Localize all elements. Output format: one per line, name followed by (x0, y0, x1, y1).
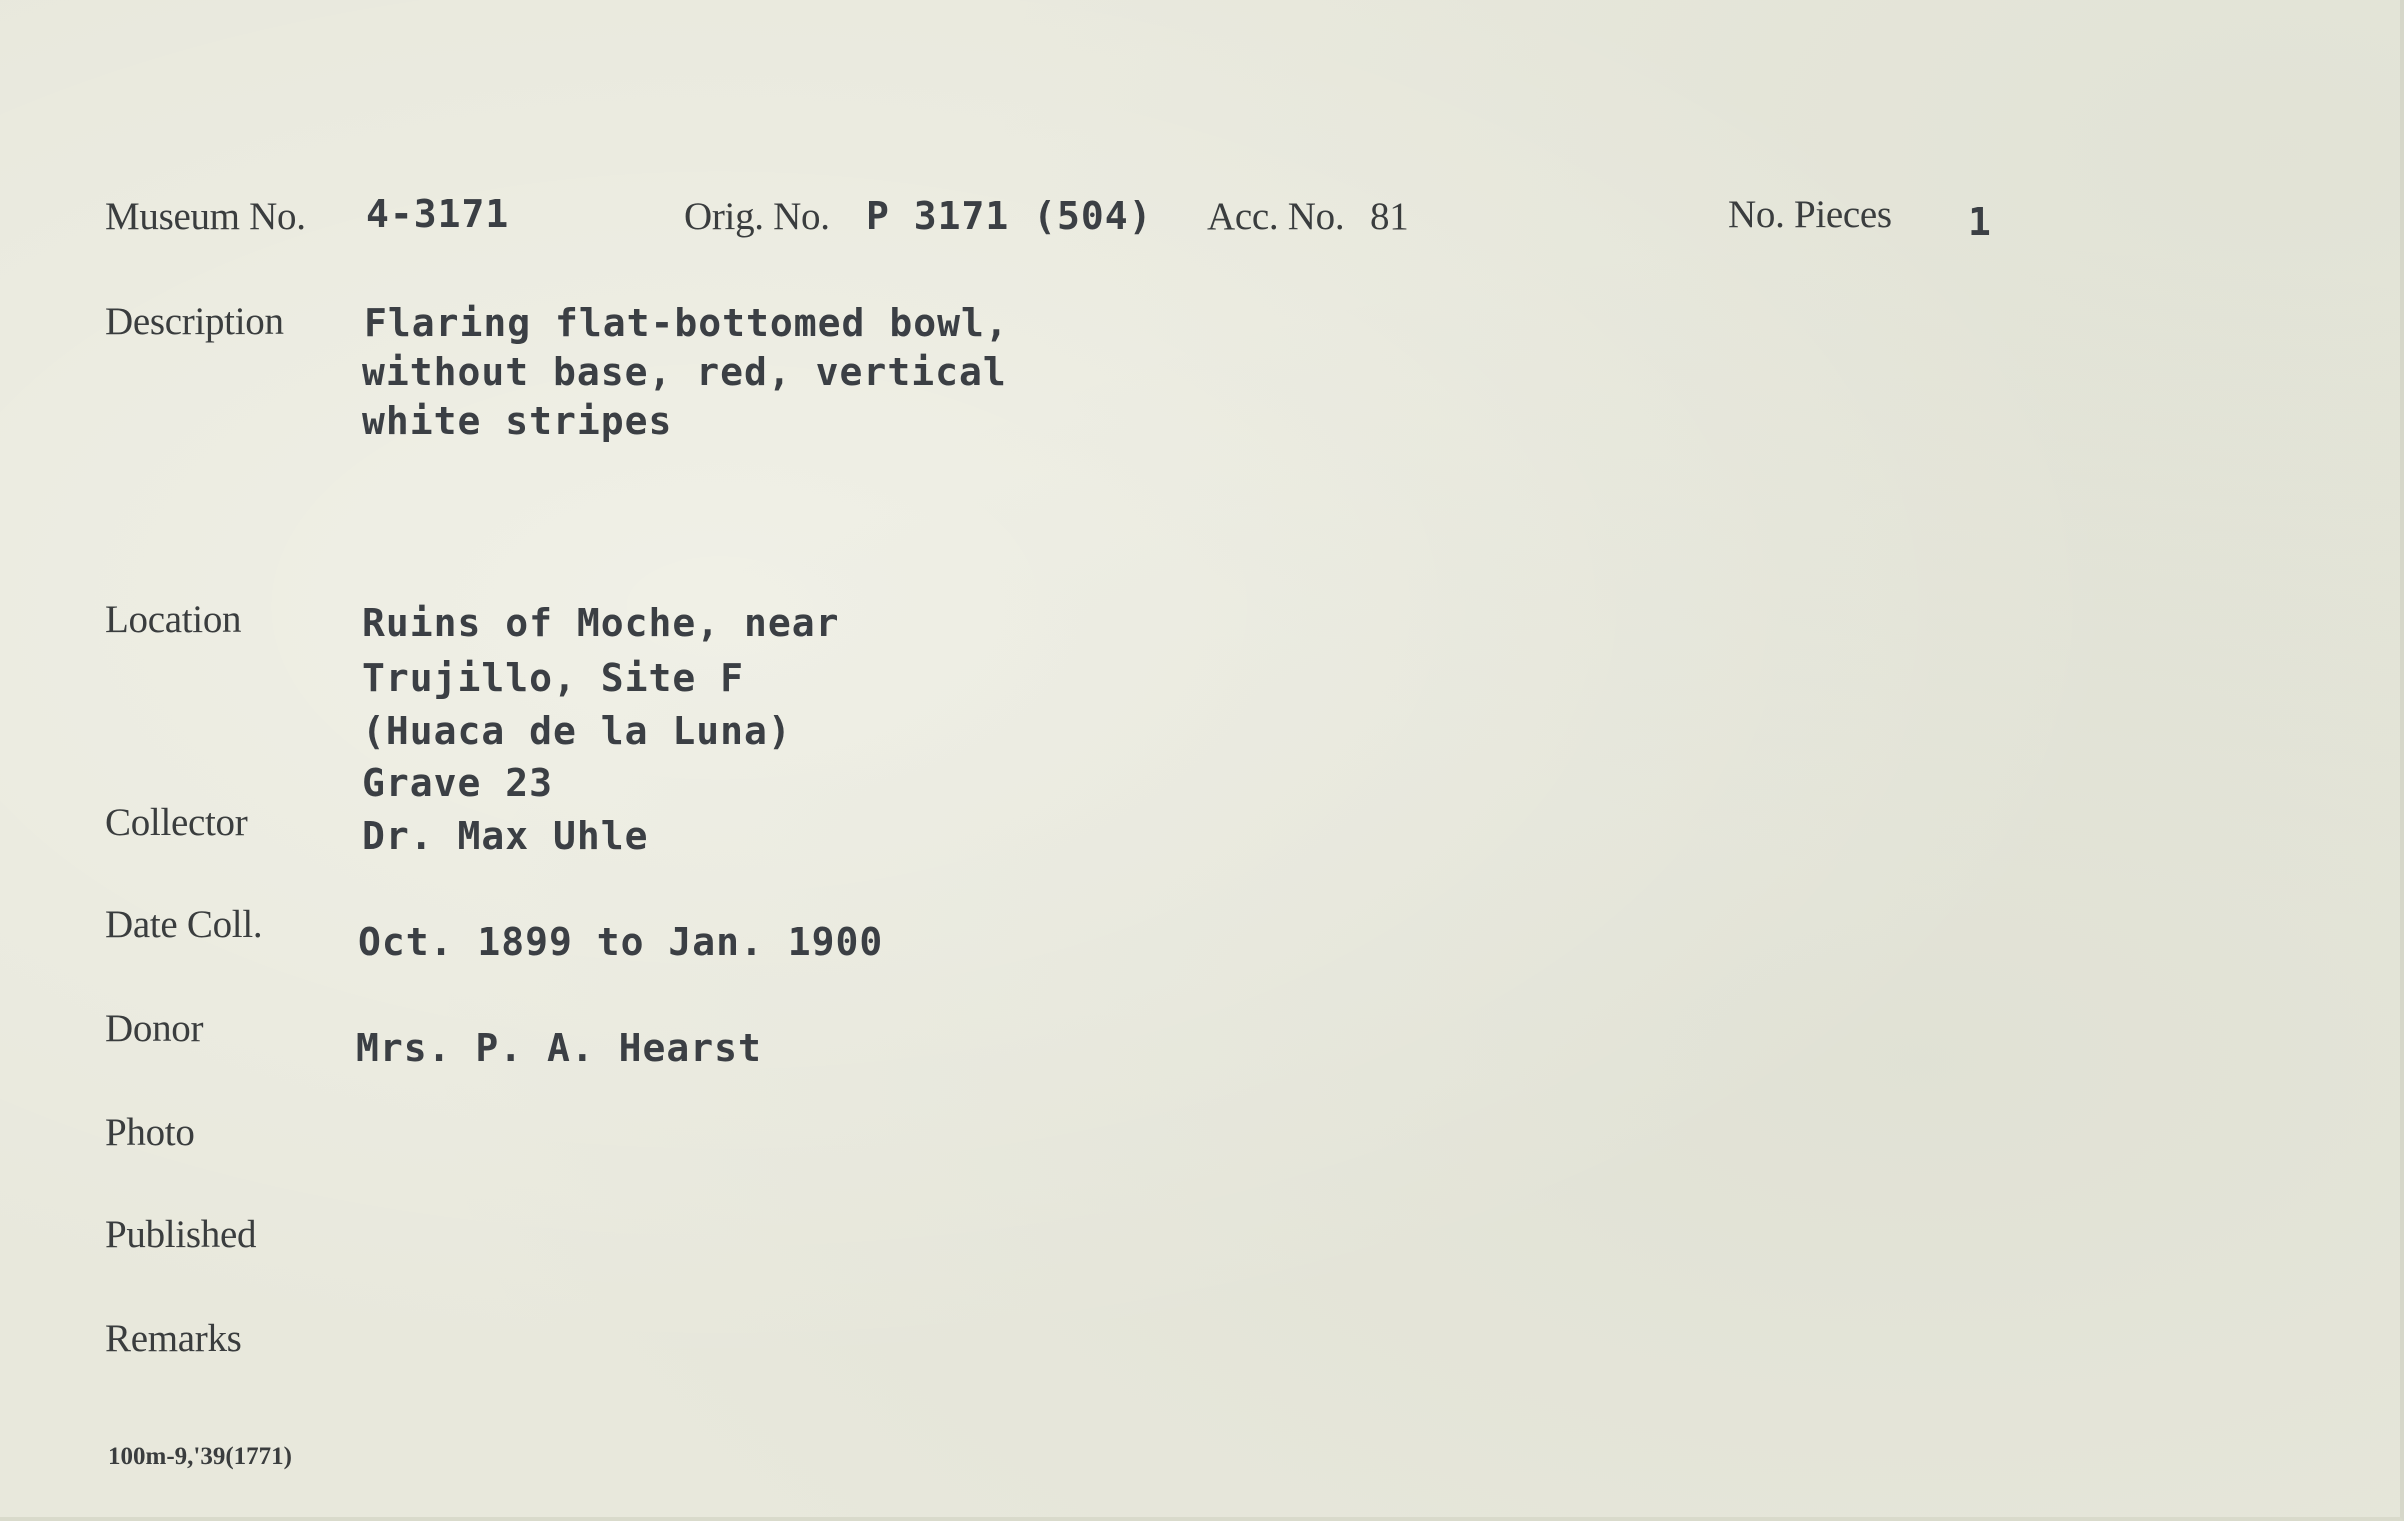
museum-no-label: Museum No. (105, 195, 306, 238)
no-pieces-label: No. Pieces (1728, 193, 1892, 236)
collector-label: Collector (105, 801, 248, 844)
location-line-3: (Huaca de la Luna) (362, 709, 792, 753)
orig-no-label: Orig. No. (684, 195, 830, 238)
donor-value: Mrs. P. A. Hearst (356, 1026, 762, 1070)
collector-value: Dr. Max Uhle (362, 814, 649, 858)
acc-no-value: 81 (1370, 195, 1409, 238)
location-line-1: Ruins of Moche, near (362, 601, 840, 645)
remarks-label: Remarks (105, 1317, 242, 1360)
location-label: Location (105, 598, 242, 641)
location-line-2: Trujillo, Site F (362, 656, 745, 700)
no-pieces-value: 1 (1968, 200, 1992, 244)
location-line-4: Grave 23 (362, 761, 554, 805)
description-line-1: Flaring flat-bottomed bowl, (364, 301, 1009, 345)
description-label: Description (105, 300, 284, 343)
description-line-3: white stripes (362, 399, 673, 443)
form-code: 100m-9,'39(1771) (108, 1443, 292, 1470)
published-label: Published (105, 1213, 257, 1256)
museum-no-value: 4-3171 (366, 192, 510, 236)
donor-label: Donor (105, 1007, 204, 1050)
description-line-2: without base, red, vertical (362, 350, 1007, 394)
date-coll-label: Date Coll. (105, 903, 263, 946)
orig-no-value: P 3171 (504) (866, 194, 1153, 238)
date-coll-value: Oct. 1899 to Jan. 1900 (358, 920, 884, 964)
acc-no-label: Acc. No. (1207, 195, 1345, 238)
photo-label: Photo (105, 1111, 195, 1154)
